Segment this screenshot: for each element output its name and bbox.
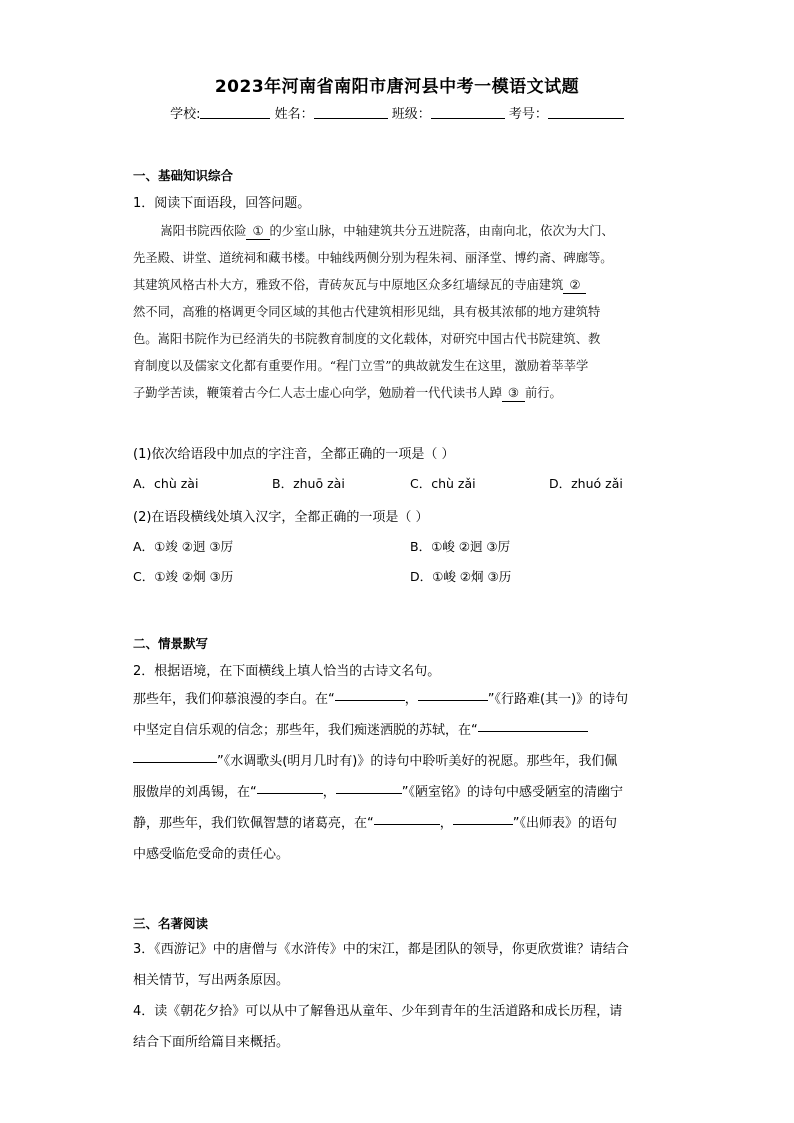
fill-blank[interactable] (453, 814, 513, 825)
school-blank[interactable] (200, 105, 270, 119)
section-heading-basics: 一、基础知识综合 (133, 168, 234, 183)
passage-line: 色。嵩阳书院作为已经消失的书院教育制度的文化载体，对研究中国古代书院建筑、教 (133, 332, 601, 346)
fill-blank[interactable] (478, 721, 588, 732)
q1-sub1-option-c[interactable]: C．chù zǎi (410, 476, 476, 491)
blank-1[interactable]: ① (246, 223, 269, 240)
q1-sub1-stem: (1)依次给语段中加点的字注音，全都正确的一项是（ ） (133, 447, 455, 462)
q4-line: 结合下面所给篇目来概括。 (133, 1035, 290, 1050)
q2-line: ”《水调歌头(明月几时有)》的诗句中聆听美好的祝愿。那些年，我们佩 (133, 746, 663, 777)
q2-body (133, 684, 663, 870)
q1-sub2-option-c[interactable]: C．①竣 ②炯 ③历 (133, 569, 234, 584)
student-info-line (0, 103, 794, 122)
q1-sub1-option-b[interactable]: B．zhuō zài (272, 476, 345, 491)
fill-blank[interactable] (374, 814, 440, 825)
q1-passage (133, 218, 663, 407)
q1-sub1-option-a[interactable]: A．chù zài (133, 476, 199, 491)
q1-sub2-option-d[interactable]: D．①峻 ②炯 ③历 (410, 569, 512, 584)
q2-line: 那些年，我们仰慕浪漫的李白。在“ ， ”《行路难(其一)》的诗句 (133, 692, 629, 707)
q4-line: 4．读《朝花夕拾》可以从中了解鲁迅从童年、少年到青年的生活道路和成长历程，请 (133, 1004, 623, 1019)
fill-blank[interactable] (418, 690, 488, 701)
q3-line: 相关情节，写出两条原因。 (133, 973, 290, 988)
fill-blank[interactable] (133, 752, 217, 763)
q3-body (133, 934, 663, 996)
id-label: 考号： (508, 107, 548, 122)
passage-line: 先圣殿、讲堂、道统祠和藏书楼。中轴线两侧分别为程朱祠、丽泽堂、博约斋、碑廊等。 (133, 251, 613, 265)
passage-line: 然不同，高雅的格调更令同区域的其他古代建筑相形见绌，具有极其浓郁的地方建筑特 (133, 305, 601, 319)
q1-stem: 1．阅读下面语段，回答问题。 (133, 196, 311, 211)
q2-line: 中感受临危受命的责任心。 (133, 847, 290, 862)
blank-3[interactable]: ③ (502, 385, 525, 402)
q2-line: 中坚定自信乐观的信念；那些年，我们痴迷洒脱的苏轼，在“ (133, 715, 663, 746)
q4-body (133, 996, 663, 1058)
fill-blank[interactable] (336, 783, 402, 794)
blank-2[interactable]: ② (563, 277, 586, 294)
id-blank[interactable] (548, 105, 624, 119)
q1-sub2-option-b[interactable]: B．①峻 ②迥 ③厉 (410, 539, 511, 554)
section-heading-recitation: 二、情景默写 (133, 636, 209, 651)
q2-stem: 2．根据语境，在下面横线上填人恰当的古诗文名句。 (133, 664, 441, 679)
passage-line: 育制度以及儒家文化都有重要作用。“程门立雪”的典故就发生在这里，激励着莘莘学 (133, 359, 589, 373)
passage-line: 其建筑风格古朴大方，雅致不俗，青砖灰瓦与中原地区众多红墙绿瓦的寺庙建筑 ② (133, 272, 663, 299)
q2-line: 静，那些年，我们钦佩智慧的诸葛亮，在“ ， ”《出师表》的语句 (133, 816, 618, 831)
section-heading-classics: 三、名著阅读 (133, 916, 209, 931)
passage-line: 子勤学苦读，鞭策着古今仁人志士虚心向学，勉励着一代代读书人踔 ③ 前行。 (133, 386, 562, 400)
q1-sub2-option-a[interactable]: A．①竣 ②迥 ③厉 (133, 539, 234, 554)
class-label: 班级： (391, 107, 431, 122)
q1-sub2-stem: (2)在语段横线处填入汉字，全都正确的一项是（ ） (133, 510, 429, 525)
school-label: 学校: (170, 107, 201, 122)
fill-blank[interactable] (335, 690, 405, 701)
name-label: 姓名： (274, 107, 314, 122)
fill-blank[interactable] (257, 783, 323, 794)
q1-sub1-option-d[interactable]: D．zhuó zǎi (549, 476, 623, 491)
q2-line: 服傲岸的刘禹锡，在“ ， ”《陋室铭》的诗句中感受陋室的清幽宁 (133, 785, 624, 800)
page-title: 2023年河南省南阳市唐河县中考一模语文试题 (214, 77, 580, 97)
q3-line: 3．《西游记》中的唐僧与《水浒传》中的宋江，都是团队的领导，你更欣赏谁？请结合 (133, 942, 629, 957)
passage-line: 嵩阳书院西依险 ① 的少室山脉，中轴建筑共分五进院落，由南向北，依次为大门、 (160, 224, 614, 238)
class-blank[interactable] (431, 105, 505, 119)
name-blank[interactable] (314, 105, 388, 119)
